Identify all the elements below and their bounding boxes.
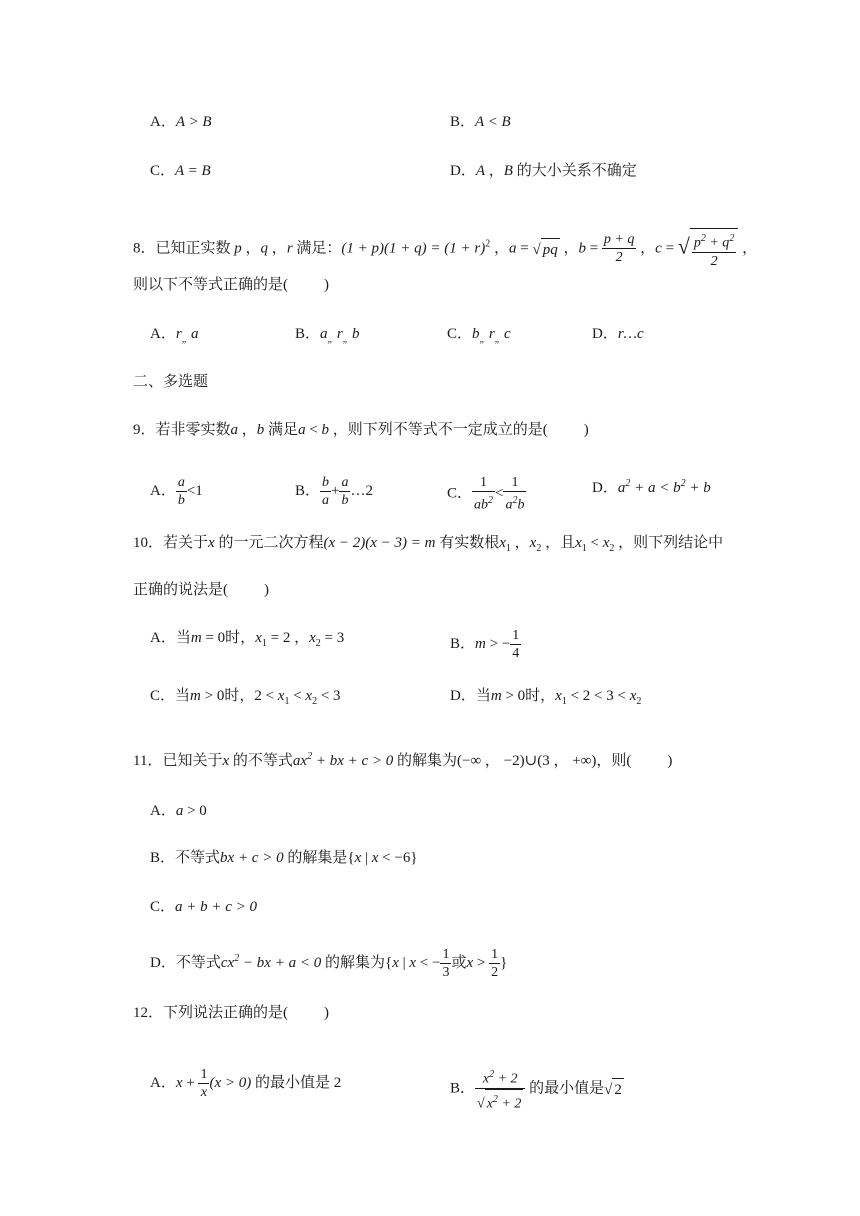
- option-label: A．: [150, 326, 176, 342]
- q11-text: 的解集为: [397, 753, 458, 769]
- option-label: B．: [295, 326, 321, 342]
- paren-close: ): [667, 753, 673, 769]
- option-label: C．: [447, 326, 473, 342]
- question-number: 8．: [133, 240, 156, 257]
- option-label: C．: [150, 163, 176, 179]
- q9-text: ，则下列不等式不一定成立的是(: [332, 422, 548, 438]
- q7-option-d: D．A ，B 的大小关系不确定: [450, 163, 637, 179]
- q8-stem-text: 已知正实数: [155, 240, 231, 257]
- option-c-text: A = B: [175, 163, 211, 179]
- q12-option-b: B． $\frac{x^2 + 2}{√ x^2 + 2}$ 的最小值是√ 2: [450, 1066, 624, 1112]
- paren-close: ): [324, 1005, 330, 1021]
- q10-text: ，则下列结论中: [618, 535, 724, 551]
- q11-or: 或: [451, 954, 467, 971]
- q11-d-text: 不等式: [175, 954, 221, 971]
- q11-text: 已知关于: [162, 753, 223, 769]
- q8-satisfy: 满足：: [296, 240, 342, 257]
- paren-close: ): [583, 422, 589, 438]
- q11-text: 的不等式: [232, 753, 293, 769]
- section-title: 二、多选题: [133, 374, 209, 390]
- q7-option-c: [150, 161, 211, 181]
- option-label: D．: [592, 326, 618, 342]
- q10-option-d: D．当m > 0时，$x_1 < 2 < 3 < x_2$: [450, 688, 642, 707]
- q8-stem: 8．已知正实数 p ，q ，r 满足：$(1 + p)(1 + q) = (1 + r)^2$ ，a = √ pq ，b = $\frac{p + q}{2}$ ，c = √ $\frac{p^2 + q^2}{2}$ ，: [133, 228, 757, 270]
- q10-text: 若关于: [163, 535, 209, 551]
- q11-b-text: 的解集是: [287, 850, 348, 866]
- q10-option-a: A．当m = 0时，$x_1 = 2$ ，$x_2 = 3$: [150, 630, 345, 649]
- option-label: D．: [450, 163, 476, 179]
- q10-text: 的一元二次方程: [218, 535, 324, 551]
- q10-time: 时，: [225, 630, 256, 646]
- q11-option-b: B．不等式bx + c > 0 的解集是{x | x < −6}: [150, 850, 418, 866]
- paren-close: ): [264, 582, 269, 598]
- option-a-text: A > B: [175, 114, 212, 130]
- q10-option-b: B．m > − $\frac{1}{4}$: [450, 628, 520, 661]
- q12-stem: [133, 1003, 329, 1023]
- q10-stem: 10．若关于x 的一元二次方程(x − 2)(x − 3) = m 有实数根$x_1$ ，$x_2$ ，且$x_1 < x_2$ ，则下列结论中: [133, 535, 724, 554]
- option-label: A．: [150, 114, 176, 130]
- question-number: 9．: [133, 422, 156, 438]
- q8-line2: [133, 275, 329, 295]
- q10-option-c: C．当m > 0时，$2 < x_1 < x_2 < 3$: [150, 688, 341, 707]
- q10-text: 有实数根: [439, 535, 500, 551]
- option-label: B．: [450, 114, 476, 130]
- option-d-text: 的大小关系不确定: [516, 163, 637, 179]
- paren-close: ): [324, 277, 329, 293]
- q11-text: ，则(: [596, 753, 632, 769]
- q9-stem: 9．若非零实数a ，b 满足a < b ，则下列不等式不一定成立的是( ): [133, 422, 589, 438]
- q8-prompt: 则以下不等式正确的是(: [133, 277, 288, 293]
- q11-option-a: A．a > 0: [150, 803, 207, 819]
- option-b-text: A < B: [475, 114, 511, 130]
- q12-b-text: 的最小值是: [529, 1080, 605, 1097]
- question-number: 11．: [133, 753, 163, 769]
- q11-option-c: C．a + b + c > 0: [150, 899, 258, 915]
- q10-prompt: 正确的说法是(: [133, 582, 228, 598]
- q10-when: 当: [175, 630, 191, 646]
- q12-option-a: A．x + $\frac{1}{x}$ (x > 0) 的最小值是 2: [150, 1067, 342, 1100]
- q12-a-text: 的最小值是 2: [255, 1074, 342, 1091]
- q7-option-b: [450, 112, 511, 132]
- q10-line2: [133, 580, 269, 600]
- q12-text: 下列说法正确的是(: [163, 1005, 289, 1021]
- q11-stem: 11．已知关于x 的不等式$ax^2$ + bx + c > 0 的解集为(−∞ ， −2)∪(3 ， +∞)，则( ): [133, 751, 673, 769]
- question-number: 10．: [133, 535, 164, 551]
- q10-text: ，且: [545, 535, 576, 551]
- q9-text: 满足: [268, 422, 299, 438]
- q11-option-d: D．不等式$cx^2$ − bx + a < 0 的解集为{x | x < − $\frac{1}{3}$ 或x > $\frac{1}{2}$ }: [150, 947, 508, 980]
- q8-condition: (1 + p)(1 + q) = (1 + r): [341, 240, 486, 257]
- question-number: 12．: [133, 1005, 164, 1021]
- q11-b-text: 不等式: [175, 850, 221, 866]
- q9-text: 若非零实数: [155, 422, 231, 438]
- q11-d-text: 的解集为: [324, 954, 385, 971]
- q7-option-a: [150, 112, 212, 132]
